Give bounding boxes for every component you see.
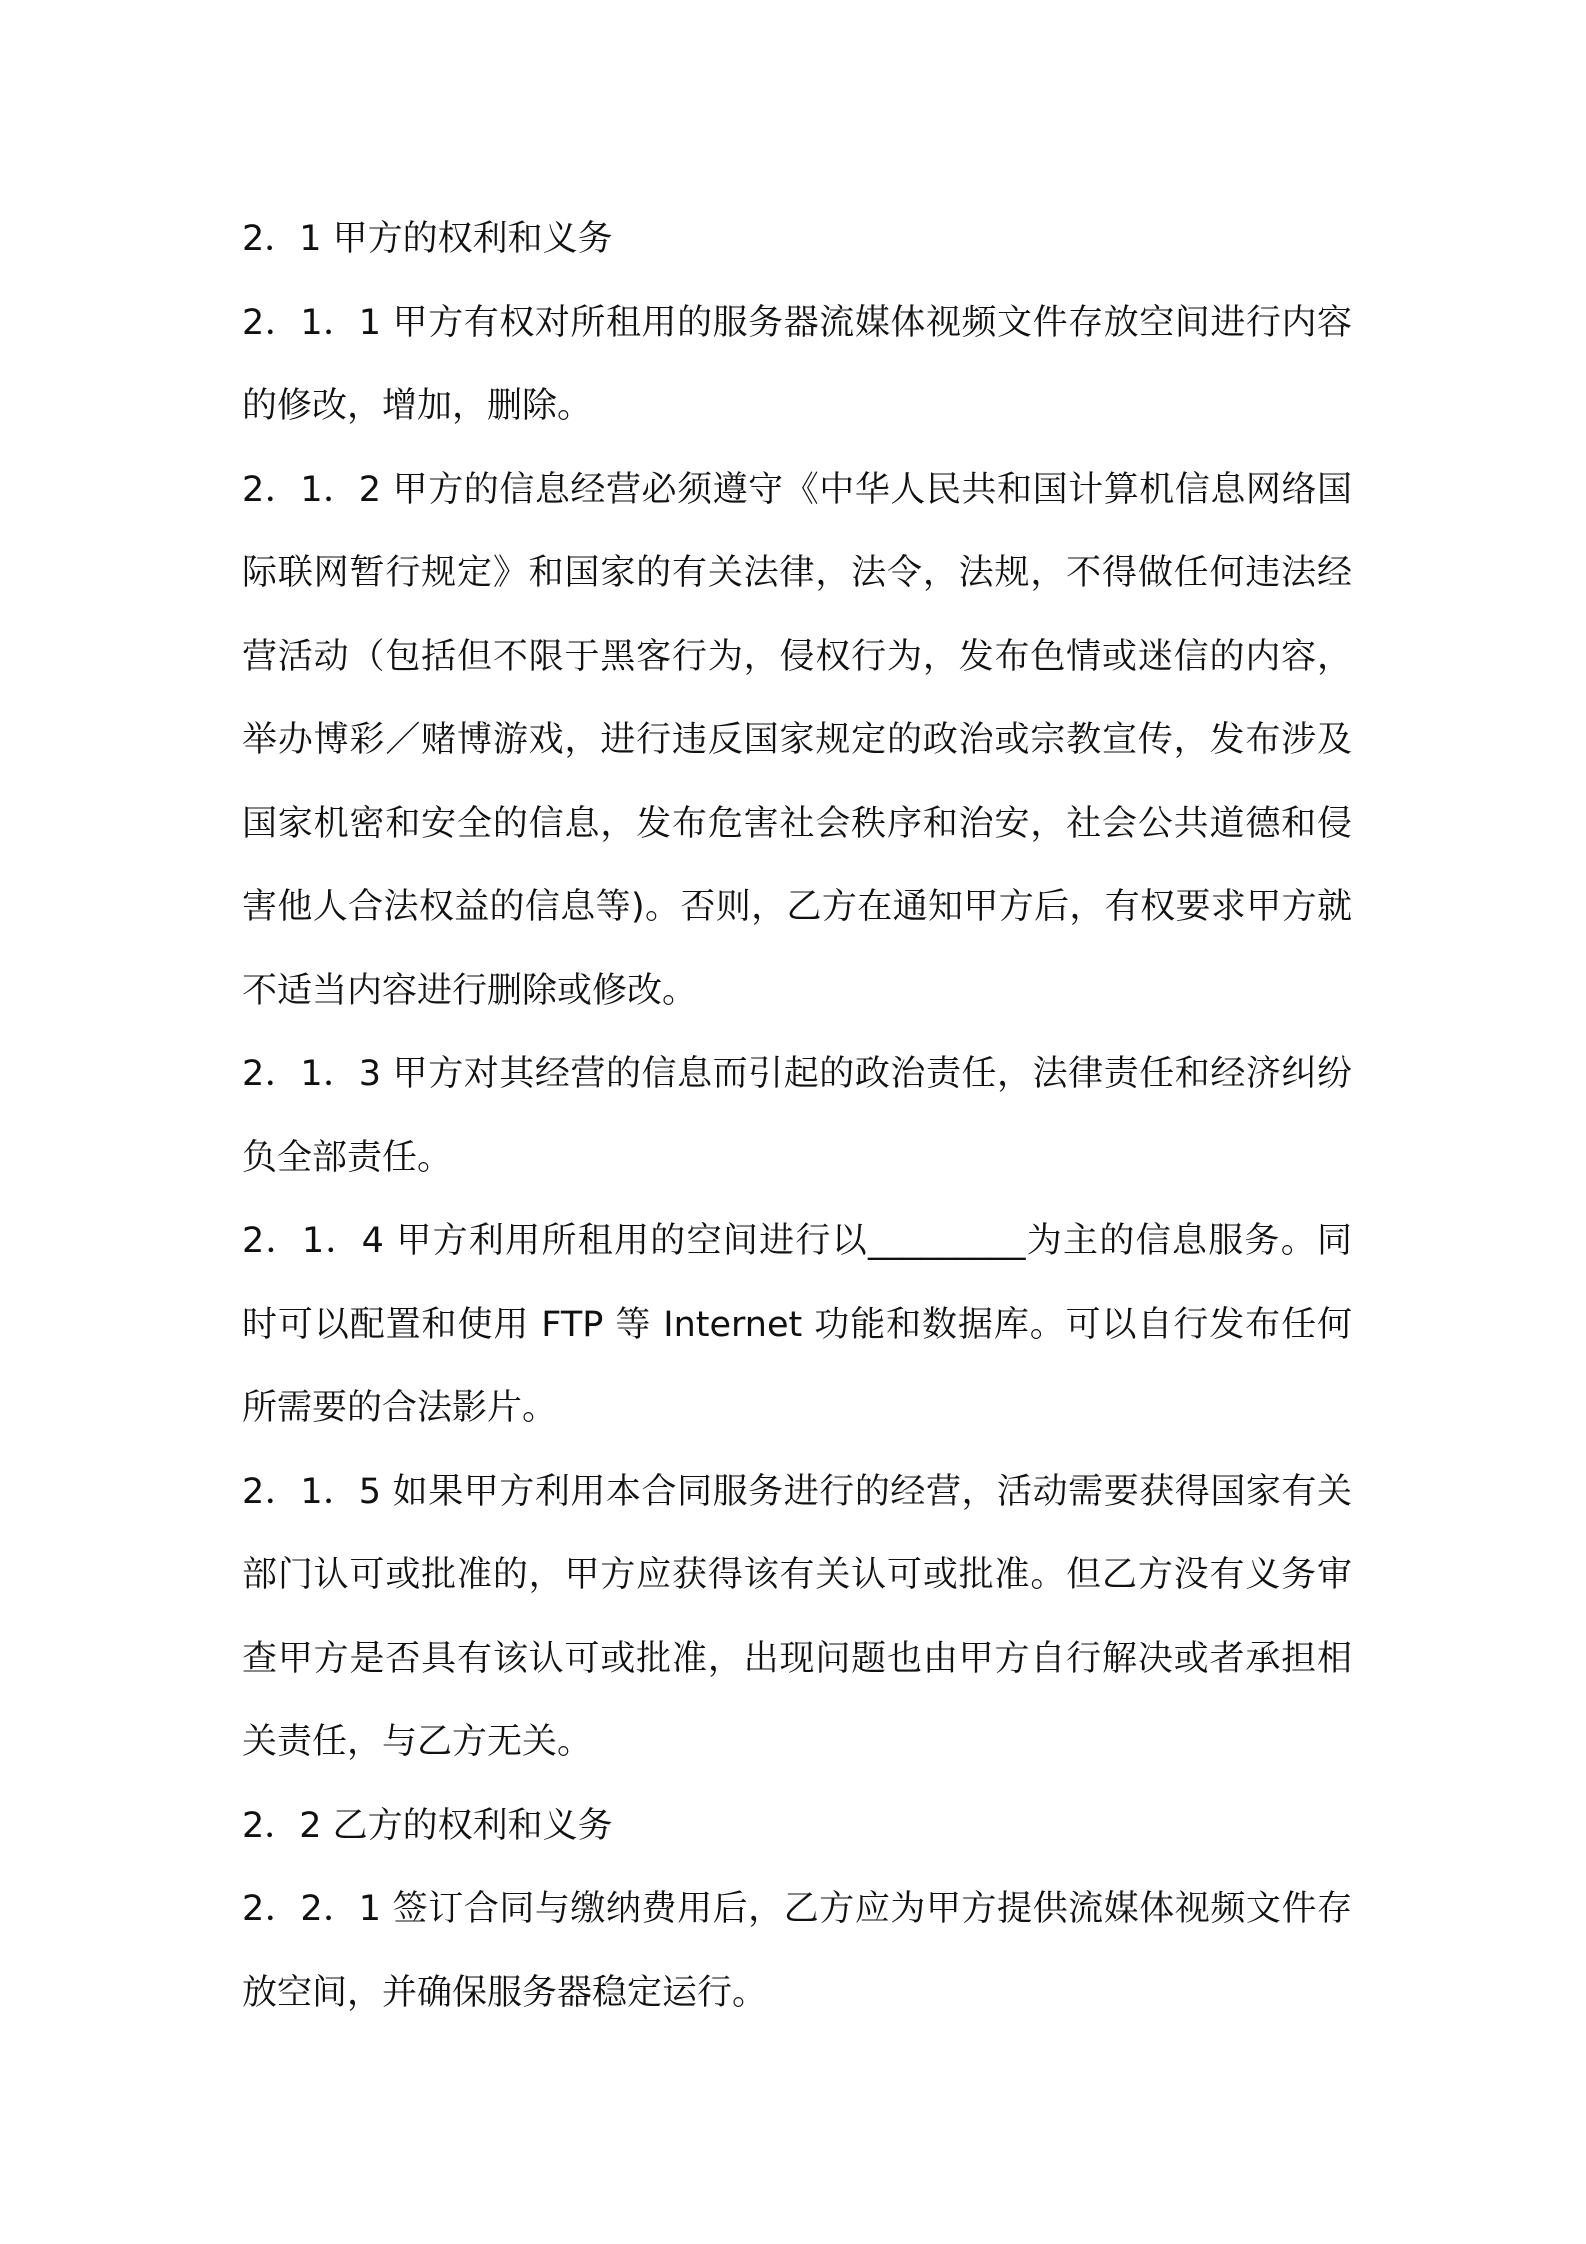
clause-2-1-4: 2．1．4 甲方利用所租用的空间进行以_________为主的信息服务。同时可以配置和使用 FTP 等 Internet 功能和数据库。可以自行发布任何所需要的合法影片。 (242, 1221, 1352, 1428)
section-heading-2-2: 2．2 乙方的权利和义务 (242, 1805, 613, 1846)
clause-2-1-1: 2．1．1 甲方有权对所租用的服务器流媒体视频文件存放空间进行内容的修改，增加，删除。 (242, 302, 1352, 426)
clause-2-1-3: 2．1．3 甲方对其经营的信息而引起的政治责任，法律责任和经济纠纷负全部责任。 (242, 1054, 1352, 1178)
section-heading-2-1: 2．1 甲方的权利和义务 (242, 219, 613, 259)
clause-2-1-5: 2．1．5 如果甲方利用本合同服务进行的经营，活动需要获得国家有关部门认可或批准的，甲方应获得该有关认可或批准。但乙方没有义务审查甲方是否具有该认可或批准，出现问题也由甲方自行解决或者承担相关责任，与乙方无关。 (242, 1471, 1352, 1762)
document-body (242, 198, 1352, 2035)
clause-2-1-2: 2．1．2 甲方的信息经营必须遵守《中华人民共和国计算机信息网络国际联网暂行规定》和国家的有关法律，法令，法规，不得做任何违法经营活动（包括但不限于黑客行为，侵权行为，发布色情或迷信的内容，举办博彩／赌博游戏，进行违反国家规定的政治或宗教宣传，发布涉及国家机密和安全的信息，发布危害社会秩序和治安，社会公共道德和侵害他人合法权益的信息等)。否则，乙方在通知甲方后，有权要求甲方就不适当内容进行删除或修改。 (242, 469, 1352, 1011)
clause-2-2-1: 2．2．1 签订合同与缴纳费用后，乙方应为甲方提供流媒体视频文件存放空间，并确保服务器稳定运行。 (242, 1889, 1352, 2013)
